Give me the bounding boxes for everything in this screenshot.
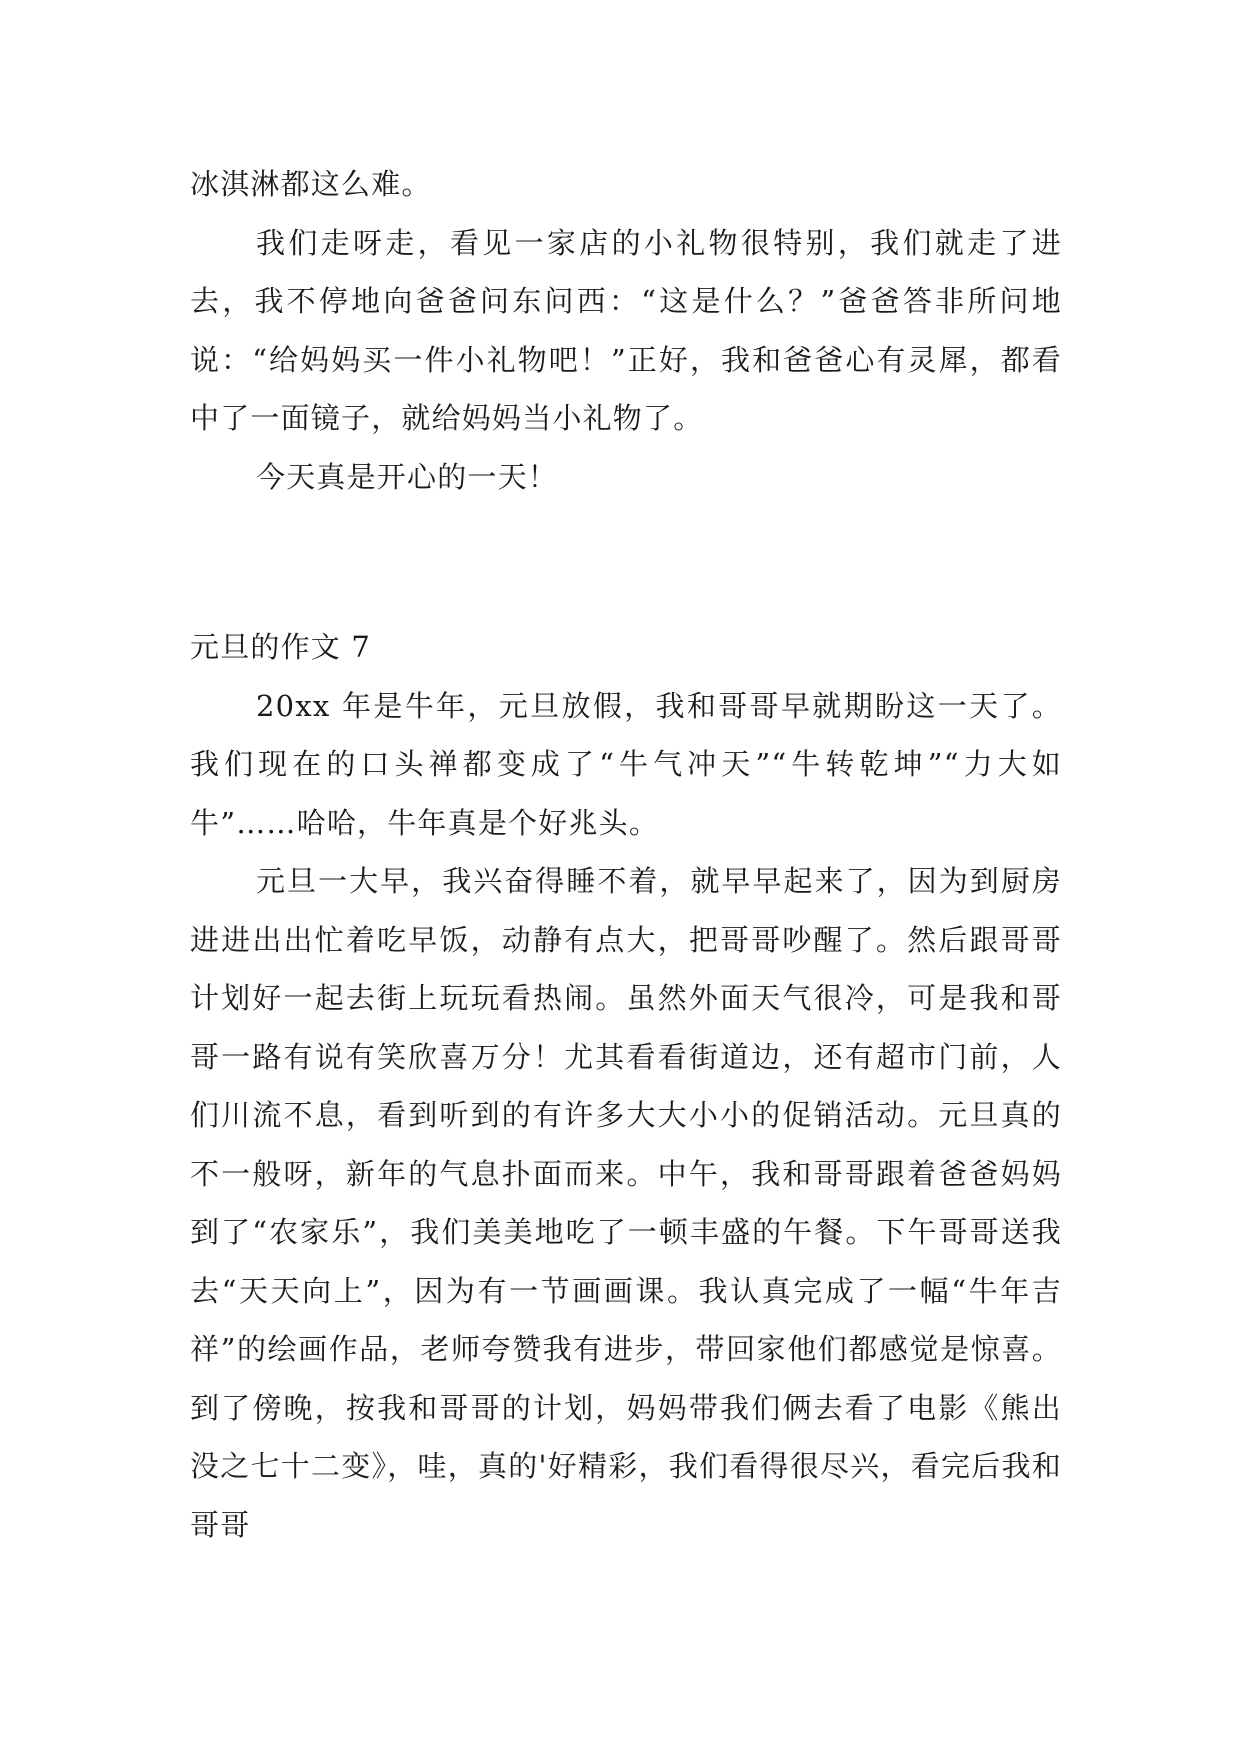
paragraph-happy-day: 今天真是开心的一天！ xyxy=(256,459,559,494)
continued-text-block xyxy=(190,155,1062,506)
paragraph-continuation: 冰淇淋都这么难。 xyxy=(190,167,432,201)
paragraph-ox-year: 20xx 年是牛年，元旦放假，我和哥哥早就期盼这一天了。我们现在的口头禅都变成了“牛气冲天”“牛转乾坤”“力大如牛”……哈哈，牛年真是个好兆头。 xyxy=(190,688,1062,840)
essay-section xyxy=(190,618,1062,1554)
essay-title: 元旦的作文 7 xyxy=(190,630,372,664)
paragraph-new-year-day: 元旦一大早，我兴奋得睡不着，就早早起来了，因为到厨房进进出出忙着吃早饭，动静有点大，把哥哥吵醒了。然后跟哥哥计划好一起去街上玩玩看热闹。虽然外面天气很冷，可是我和哥哥一路有说有笑欣喜万分！尤其看看街道边，还有超市门前，人们川流不息，看到听到的有许多大大小小的促销活动。元旦真的不一般呀，新年的气息扑面而来。中午，我和哥哥跟着爸爸妈妈到了“农家乐”，我们美美地吃了一顿丰盛的午餐。下午哥哥送我去“天天向上”，因为有一节画画课。我认真完成了一幅“牛年吉祥”的绘画作品，老师夸赞我有进步，带回家他们都感觉是惊喜。到了傍晚，按我和哥哥的计划，妈妈带我们俩去看了电影《熊出没之七十二变》，哇，真的'好精彩，我们看得很尽兴，看完后我和哥哥 xyxy=(190,864,1062,1542)
paragraph-gift-shop: 我们走呀走，看见一家店的小礼物很特别，我们就走了进去，我不停地向爸爸问东问西：“这是什么？”爸爸答非所问地说：“给妈妈买一件小礼物吧！”正好，我和爸爸心有灵犀，都看中了一面镜子，就给妈妈当小礼物了。 xyxy=(190,225,1062,435)
